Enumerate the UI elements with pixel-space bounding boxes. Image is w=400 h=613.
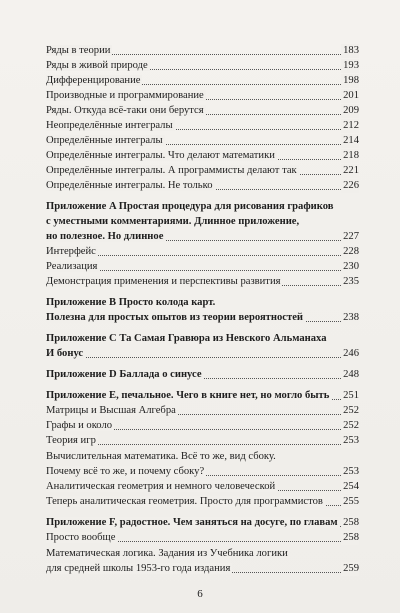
toc-entry: Теперь аналитическая геометрия. Просто для программистов 255 bbox=[46, 496, 359, 507]
toc-entry: для средней школы 1953-го года издания 259 bbox=[46, 563, 359, 574]
toc-entry: Матрицы и Высшая Алгебра 252 bbox=[46, 405, 359, 416]
toc-entry: Неопределённые интегралы 212 bbox=[46, 120, 359, 131]
toc-entry: Аналитическая геометрия и немного человеческой 254 bbox=[46, 481, 359, 492]
toc-entry: Реализация 230 bbox=[46, 261, 359, 272]
toc-heading-line: Приложение B Просто колода карт. bbox=[46, 297, 216, 308]
toc-entry: Приложение D Баллада о синусе 248 bbox=[46, 369, 359, 380]
toc-entry: Интерфейс 228 bbox=[46, 246, 359, 257]
toc-entry: Определённые интегралы. Не только 226 bbox=[46, 180, 359, 191]
toc-entry: И бонус 246 bbox=[46, 348, 359, 359]
toc-heading-line: Математическая логика. Задания из Учебника логики bbox=[46, 548, 288, 559]
toc-entry: Просто вообще 258 bbox=[46, 532, 359, 543]
toc-entry: Приложение F, радостное. Чем заняться на досуге, по главам 258 bbox=[46, 517, 359, 528]
toc-entry: Полезна для простых опытов из теории вероятностей 238 bbox=[46, 312, 359, 323]
toc-heading-line: с уместными комментариями. Длинное приложение, bbox=[46, 216, 300, 227]
toc-entry: Определённые интегралы 214 bbox=[46, 135, 359, 146]
toc-entry: Дифференцирование 198 bbox=[46, 75, 359, 86]
page-number: 6 bbox=[197, 588, 203, 600]
toc-heading-line: Приложение A Простая процедура для рисования графиков bbox=[46, 201, 334, 212]
toc-entry: Ряды в живой природе 193 bbox=[46, 60, 359, 71]
toc-entry: Почему всё то же, и почему сбоку? 253 bbox=[46, 466, 359, 477]
toc-entry: Определённые интегралы. А программисты делают так 221 bbox=[46, 165, 359, 176]
toc-entry: Определённые интегралы. Что делают математики 218 bbox=[46, 150, 359, 161]
toc-heading-line: Вычислительная математика. Всё то же, вид сбоку. bbox=[46, 451, 276, 462]
toc-entry: Графы и около 252 bbox=[46, 420, 359, 431]
toc-entry: Ряды в теории 183 bbox=[46, 45, 359, 56]
toc-entry: Теория игр 253 bbox=[46, 435, 359, 446]
toc-entry: Производные и программирование 201 bbox=[46, 90, 359, 101]
toc-heading-line: Приложение C Та Самая Гравюра из Невского Альманаха bbox=[46, 333, 327, 344]
toc-entry: Демонстрация применения и перспективы развития 235 bbox=[46, 276, 359, 287]
toc-entry: но полезное. Но длинное 227 bbox=[46, 231, 359, 242]
toc-entry: Приложение E, печальное. Чего в книге нет, но могло быть 251 bbox=[46, 390, 359, 401]
toc-entry: Ряды. Откуда всё-таки они берутся 209 bbox=[46, 105, 359, 116]
